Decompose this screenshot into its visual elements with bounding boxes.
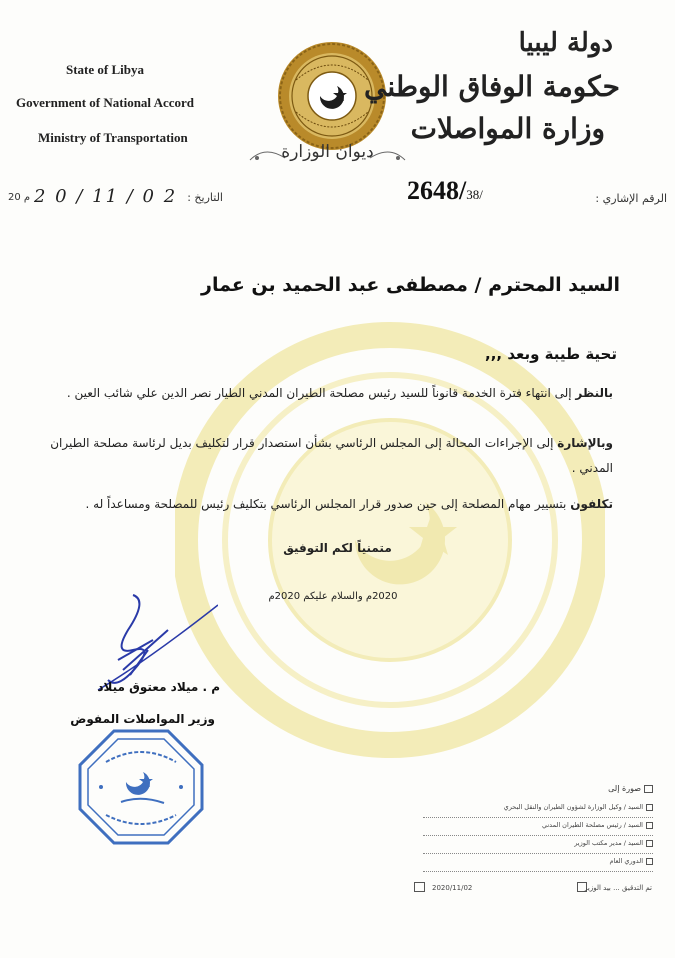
cc-list — [423, 803, 653, 875]
footer-line — [412, 882, 662, 896]
diwan-text: ديوان الوزارة — [281, 142, 374, 162]
footer-text: تم التدقيق ... بيد الوزير — [584, 884, 652, 892]
cc-item-text: السيد / مدير مكتب الوزير — [574, 839, 643, 847]
date-label: التاريخ : — [187, 191, 223, 204]
date-value: 2 0 / 11 / 0 2 — [34, 186, 178, 207]
addressee: السيد المحترم / مصطفى عبد الحميد بن عمار — [201, 274, 620, 296]
paragraph-2-text: إلى الإجراءات المحالة إلى المجلس الرئاسي بشأن استصدار قرار لتكليف بديل لرئاسة مصلحة الطيران المدني . — [50, 436, 613, 475]
header-en-state: State of Libya — [66, 62, 144, 77]
checkbox-icon — [644, 785, 653, 793]
header-en-government: Government of National Accord — [16, 95, 195, 110]
checkbox-icon — [646, 858, 653, 865]
cc-item — [423, 803, 653, 818]
footer-date: 2020/11/02 — [432, 884, 473, 892]
reference-number — [407, 176, 667, 216]
header-ar-government: حكومة الوفاق الوطني — [363, 70, 620, 103]
greeting: تحية طيبة وبعد ,,, — [485, 345, 617, 363]
paragraph-2-lead: وبالإشارة — [557, 436, 613, 450]
checkbox-icon — [646, 840, 653, 847]
ref-number — [407, 176, 483, 206]
header-ar-ministry: وزارة المواصلات — [410, 112, 605, 145]
header-en-ministry: Ministry of Transportation — [38, 130, 188, 145]
signer-title: وزير المواصلات المفوض — [70, 712, 215, 726]
paragraph-3-lead: تكلفون — [570, 497, 613, 511]
closing-line: متمنياً لكم التوفيق — [283, 541, 392, 555]
cc-heading — [608, 784, 653, 793]
cc-heading-text: صورة إلى — [608, 784, 641, 793]
paragraph-1 — [42, 381, 613, 406]
cc-item — [423, 839, 653, 854]
ref-prefix: 38/ — [466, 187, 483, 202]
watermark-emblem — [175, 305, 605, 775]
paragraph-2 — [42, 431, 613, 481]
letter-date — [8, 188, 223, 210]
year-suffix: 20 م — [8, 192, 31, 203]
ref-number-main: 2648/ — [407, 176, 467, 205]
paragraph-1-lead: بالنظر — [575, 386, 613, 400]
checkbox-icon — [646, 822, 653, 829]
paragraph-3 — [42, 492, 613, 517]
printer-icon — [414, 882, 425, 892]
signer-name: م . ميلاد معتوق ميلاد — [97, 680, 220, 694]
cc-item — [423, 857, 653, 872]
cc-item-text: السيد / وكيل الوزارة لشؤون الطيران والنقل البحري — [503, 803, 643, 811]
cc-item-text: السيد / رئيس مصلحة الطيران المدني — [541, 821, 643, 829]
checkbox-icon — [646, 804, 653, 811]
official-stamp — [76, 727, 206, 847]
header-ar-state: دولة ليبيا — [518, 28, 613, 58]
cc-item-text: الدوري العام — [609, 857, 643, 865]
ref-label: الرقم الإشاري : — [595, 192, 667, 205]
paragraph-1-text: إلى انتهاء فترة الخدمة قانوناً للسيد رئيس مصلحة الطيران المدني الطيار نصر الدين علي شائب العين . — [66, 386, 576, 400]
paragraph-3-text: بتسيير مهام المصلحة إلى حين صدور قرار المجلس الرئاسي بتكليف رئيس للمصلحة ومساعداً له . — [85, 497, 571, 511]
closing-date-line: 2020م والسلام عليكم 2020م — [268, 591, 398, 602]
diwan-banner — [245, 140, 410, 172]
cc-item — [423, 821, 653, 836]
